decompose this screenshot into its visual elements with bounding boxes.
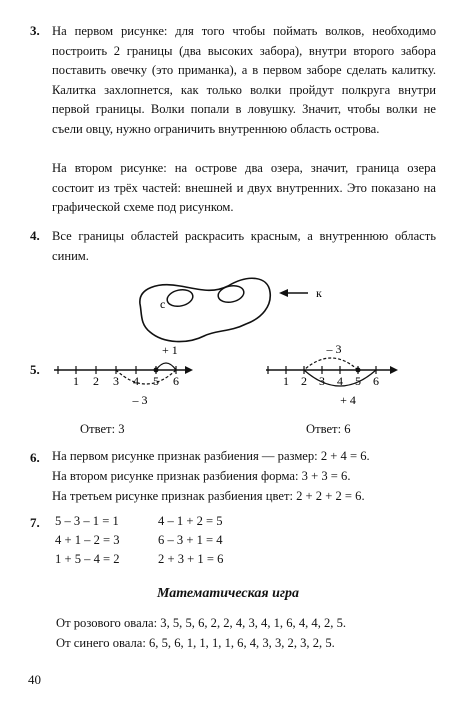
lake-right	[217, 283, 246, 304]
arrow-k-head	[279, 289, 288, 297]
number-line-left	[50, 340, 195, 408]
tick-label: 6	[173, 374, 179, 388]
tick-label: 5	[355, 374, 361, 388]
tick-label: 3	[113, 374, 119, 388]
tick-label: 4	[337, 374, 343, 388]
task-6-line-1: На первом рисунке признак разбиения — размер: 2 + 4 = 6.	[52, 449, 370, 463]
tick-label: 2	[301, 374, 307, 388]
task-3-paragraph-1: На первом рисунке: для того чтобы поймать волков, необходимо построить 2 границы (два высоких забора), внутри второго забора поставить овечку (это приманка), а в первом заборе сделать калитку. Калитка захлопнется, как только волки пройдут полкруга внутри первой границы. Волки попали в ловушку. Значит, чтобы волки не съели овцу, нужно ограничить внутреннюю область острова.	[52, 24, 436, 136]
label-k: к	[316, 286, 322, 300]
tick-label: 6	[373, 374, 379, 388]
tick-label: 5	[153, 374, 159, 388]
task-7-equation: 5 – 3 – 1 = 1	[55, 514, 119, 528]
game-line-pink: От розового овала: 3, 5, 5, 6, 2, 2, 4, 3, 4, 1, 6, 4, 4, 2, 5.	[56, 616, 347, 630]
task-6-number: 6.	[30, 450, 40, 465]
jump-minus-arc	[304, 358, 358, 370]
lake-left	[166, 287, 195, 308]
task-5-answer-left: Ответ: 3	[80, 422, 125, 436]
task-7-equation: 2 + 3 + 1 = 6	[158, 552, 224, 566]
task-3-paragraph-2: На втором рисунке: на острове два озера, значит, граница озера состоит из трёх частей: внешней и двух внутренних. Это показано на графической схеме под рисунком.	[52, 161, 436, 215]
task-7-equation: 4 – 1 + 2 = 5	[158, 514, 223, 528]
task-7-equation: 6 – 3 + 1 = 4	[158, 533, 223, 547]
task-7-equation: 1 + 5 – 4 = 2	[55, 552, 120, 566]
task-5-number: 5.	[30, 362, 40, 377]
task-6-line-2: На втором рисунке признак разбиения форма: 3 + 3 = 6.	[52, 469, 351, 483]
task-5-answer-right: Ответ: 6	[306, 422, 351, 436]
jump-plus-arc	[156, 363, 176, 370]
jump-minus-label: – 3	[132, 393, 148, 407]
task-4-number: 4.	[30, 228, 40, 243]
jump-minus-label: – 3	[326, 342, 342, 356]
task-6-line-3: На третьем рисунке признак разбиения цвет: 2 + 2 + 2 = 6.	[52, 489, 365, 503]
tick-label: 3	[319, 374, 325, 388]
page-number: 40	[28, 672, 41, 687]
task-7-equation: 4 + 1 – 2 = 3	[55, 533, 120, 547]
number-line-right	[262, 340, 402, 408]
task-3-number: 3.	[30, 23, 40, 38]
jump-minus-arc	[116, 370, 176, 384]
game-line-blue: От синего овала: 6, 5, 6, 1, 1, 1, 1, 6, 4, 3, 3, 2, 3, 2, 5.	[56, 636, 335, 650]
jump-plus-label: + 4	[340, 393, 356, 407]
label-c: с	[160, 297, 166, 311]
jump-plus-label: + 1	[162, 343, 178, 357]
game-heading: Математическая игра	[156, 586, 300, 601]
tick-label: 1	[283, 374, 289, 388]
tick-label: 4	[133, 374, 139, 388]
tick-label: 1	[73, 374, 79, 388]
task-4-paragraph: Все границы областей раскрасить красным, а внутреннюю область синим.	[52, 229, 436, 263]
task-7-number: 7.	[30, 515, 40, 530]
tick-label: 2	[93, 374, 99, 388]
